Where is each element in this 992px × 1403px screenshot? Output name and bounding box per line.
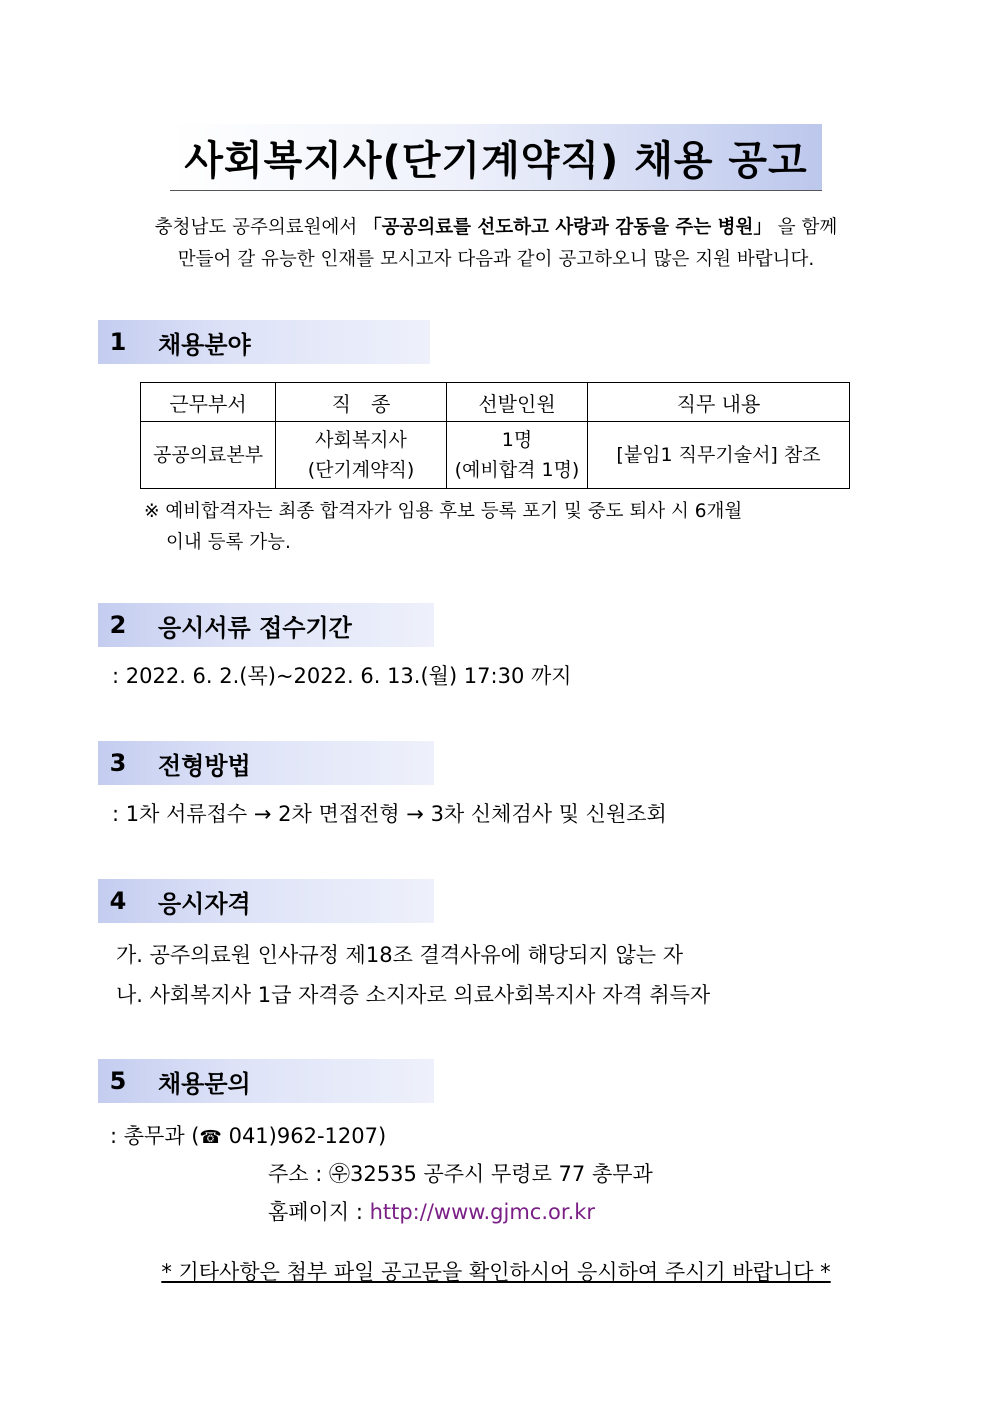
section-number: 1	[109, 328, 127, 356]
section-2-heading	[98, 603, 434, 647]
qualification-item: 가. 공주의료원 인사규정 제18조 결격사유에 해당되지 않는 자	[116, 943, 683, 967]
header-count: 선발인원	[447, 383, 588, 422]
section-number: 5	[109, 1067, 127, 1095]
section-number: 4	[109, 887, 127, 915]
homepage-link[interactable]: http://www.gjmc.or.kr	[369, 1200, 596, 1224]
section-title: 채용문의	[158, 1069, 251, 1098]
reserve-note: ※ 예비합격자는 최종 합격자가 임용 후보 등록 포기 및 중도 퇴사 시 6개월 이내 등록 가능.	[144, 501, 743, 553]
phone-icon: ☎	[199, 1127, 222, 1148]
section-title: 응시자격	[158, 889, 251, 918]
section-1-heading	[98, 320, 430, 364]
contact-phone: : 총무과 (☎ 041)962-1207)	[110, 1124, 387, 1148]
header-dept: 근무부서	[141, 383, 276, 422]
page-title: 사회복지사(단기계약직) 채용 공고	[184, 137, 808, 184]
section-4-heading	[98, 879, 434, 923]
section-title: 채용분야	[158, 330, 251, 359]
header-job: 직 종	[276, 383, 447, 422]
table-row	[141, 422, 850, 489]
section-title: 전형방법	[158, 751, 251, 780]
section-5-heading	[98, 1059, 434, 1103]
section-3-heading	[98, 741, 434, 785]
contact-homepage: 홈페이지 : http://www.gjmc.or.kr	[268, 1200, 596, 1224]
intro-line-2: 만들어 갈 유능한 인재를 모시고자 다음과 같이 공고하오니 많은 지원 바랍니다.	[177, 249, 815, 270]
title-banner	[170, 124, 822, 191]
section-number: 3	[109, 749, 127, 777]
intro-paragraph	[110, 212, 882, 276]
recruitment-table	[140, 382, 850, 489]
contact-address: 주소 : ㉾32535 공주시 무령로 77 총무과	[268, 1162, 653, 1186]
cell-dept: 공공의료본부	[141, 422, 276, 489]
selection-method: : 1차 서류접수 → 2차 면접전형 → 3차 신체검사 및 신원조회	[112, 802, 667, 826]
table-header-row	[141, 383, 850, 422]
cell-duty: [붙임1 직무기술서] 참조	[588, 422, 850, 489]
intro-emphasis: 「공공의료를 선도하고 사랑과 감동을 주는 병원」	[363, 217, 772, 238]
section-number: 2	[109, 611, 127, 639]
section-title: 응시서류 접수기간	[158, 613, 352, 642]
header-duty: 직무 내용	[588, 383, 850, 422]
qualification-item: 나. 사회복지사 1급 자격증 소지자로 의료사회복지사 자격 취득자	[116, 983, 711, 1007]
footer-notice: * 기타사항은 첨부 파일 공고문을 확인하시어 응시하여 주시기 바랍니다 *	[161, 1260, 831, 1284]
intro-line-1: 충청남도 공주의료원에서 「공공의료를 선도하고 사랑과 감동을 주는 병원」 을 함께	[154, 217, 838, 238]
cell-count: 1명 (예비합격 1명)	[447, 422, 588, 489]
cell-job: 사회복지사 (단기계약직)	[276, 422, 447, 489]
application-period: : 2022. 6. 2.(목)~2022. 6. 13.(월) 17:30 까지	[112, 664, 572, 688]
